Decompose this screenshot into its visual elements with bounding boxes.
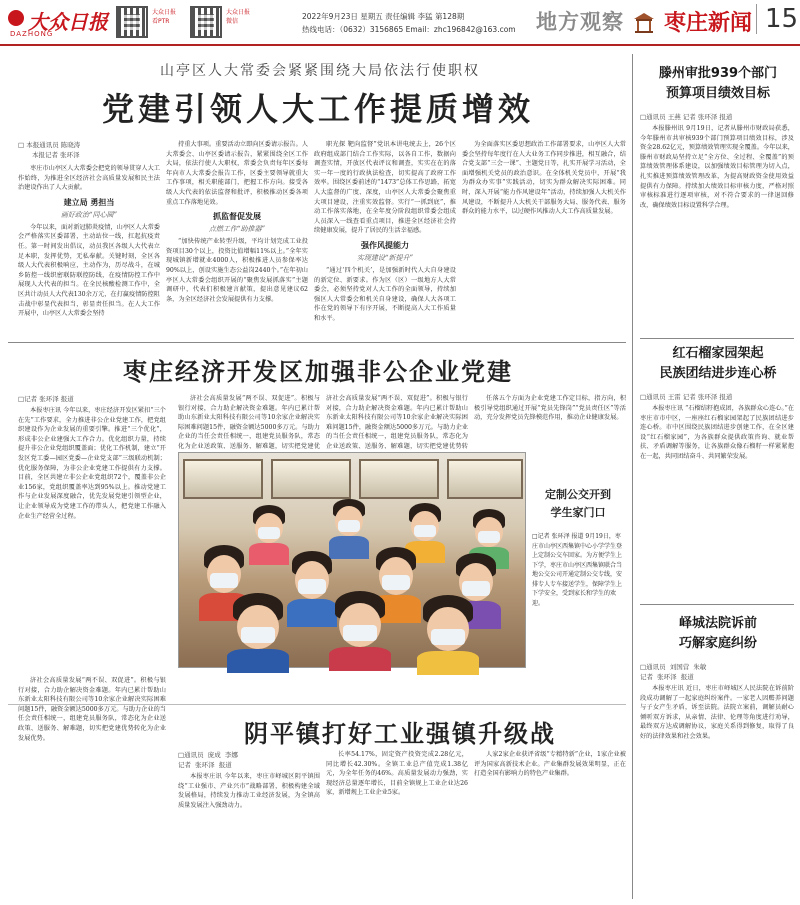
story2-byline: □记者 张环泽 报道 <box>18 395 74 403</box>
issue-date-line: 2022年9月23日 星期五 责任编辑 李猛 第128期 <box>302 12 465 21</box>
bus-window <box>447 459 523 499</box>
story3-column-1 <box>178 750 320 898</box>
section-title: 地方观察 <box>536 10 624 34</box>
story1-body-4: 为全面落实区委思想政治工作部署要求，山亭区人大常委会坚持每年度行在人大业务工作同步推进，相互融合，结合党支部“三会一课”、主题党日等，扎实开展学习活动，全面增强机关党员的政治意识。在全体机关党员中，开展“我为群众办实事”实践活动，切实为群众解决实际困难。同时，深入开展“能力作风建设年”活动，持续加强人大机关作风建设，不断提升人大机关干部服务大局、服务代表、服务群众的能力水平，以过硬作风推动人大工作高质量发展。 <box>462 141 626 216</box>
story3-column-3 <box>474 750 626 898</box>
story1-body-2b: “加快传统产业转型升级，平均计划完成工业投资项目30个以上，投资比值增幅11%以上。”全年实现城镇新增就业4000人，积极推进人员参保率达90%以上，创设实施生态公益岗2440个。”在年初山亭区人大常委会组织开展的“聚焦发展抓落实”主题调研中，代表们积极建言献策，提出意见建议62条，为全区经济社会发展提供有力支撑。 <box>166 238 308 303</box>
story3-body-1: 本报枣庄讯 今年以来，枣庄市峄城区阴平镇围绕“工业强市、产业兴市”战略部署，积极构建全域发展格局，持续发力推动工业经济发展，为全镇高质量发展注入强劲动力。 <box>178 773 320 809</box>
student-figure <box>329 499 369 559</box>
right-story2-headline-line-2: 民族团结进步连心桥 <box>659 366 777 381</box>
bus-window <box>183 459 263 499</box>
story3-column-2 <box>326 750 468 898</box>
story2-body-1: 本报枣庄讯 今年以来，枣庄经济开发区紧扣“三个在先”工作要求，全力推进非公企业党建工作，把党组织建设作为企业发展的重要引擎。推进“三个优化”，形成非公企业建强大工作合力。优化组织力量，持续提升非公企业党组织覆盖面；优化工作机制，建立“开发区党工委—园区党委—企业党支部”三级联动机制；优化服务保障，为非公企业党建工作提供有力支撑。目前，全区共建立非公企业党组织72个，覆盖非公企业156家，党组织覆盖率达到95%以上。推动党建工作与企业发展深度融合，优先发展党建引领型企业，让企业领导成为党建工作的带头人，把党建工作融入企业生产经营全过程。 <box>18 407 166 520</box>
story1-headline: 党建引领人大工作提质增效 <box>101 90 534 128</box>
story2-headline: 枣庄经济开发区加强非公企业党建 <box>123 358 513 386</box>
qr-code-icon <box>116 6 148 38</box>
qr-label-2: 大众日报 微信 <box>226 9 251 25</box>
story3-body-3: 人家2家企业获评省级“专精特新”企业，1家企业被评为国家高新技术企业。产业集群发展效果明显，正在打造全国有影响力的特色产业集群。 <box>474 751 626 778</box>
section-divider <box>8 342 626 343</box>
student-figure <box>227 593 289 673</box>
right-story3-headline-line-1: 峄城法院诉前 <box>678 616 757 631</box>
right-story3-headline-line-2: 巧解家庭纠纷 <box>678 636 757 651</box>
photo-caption-title-line-2: 学生家门口 <box>550 506 606 519</box>
story2-column-2 <box>178 394 320 448</box>
right-story2-body: 本报枣庄讯 “石榴结籽抱成团，各族群众心连心。”在枣庄市市中区，一座座红石榴家园架起了民族团结进步连心桥。市中区围绕民族团结进步创建工作，在全区建设“红石榴家园”，为各族群众提供政策咨询、就业帮扶、矛盾调解等服务，让各族群众像石榴籽一样紧紧抱在一起，共同团结奋斗、共同繁荣发展。 <box>640 405 794 460</box>
right-story1-headline-line-1: 滕州审批939个部门 <box>658 66 778 81</box>
right-story2-byline: □通讯员 王雷 记者 张环泽 报道 <box>640 393 733 401</box>
right-story1-byline: □通讯员 王燕 记者 张环泽 报道 <box>640 113 733 121</box>
right-story1-headline <box>640 64 796 104</box>
newspaper-logo <box>8 6 108 40</box>
student-figure <box>287 551 337 627</box>
qr-code-icon <box>190 6 222 38</box>
right-story2 <box>640 392 794 600</box>
story1-byline-2: 本报记者 张环泽 <box>32 151 80 159</box>
story1-subhead-2b: 点燃工作“助推器” <box>208 225 266 234</box>
right-story1-body: 本报滕州讯 9月19日，记者从滕州市财政局获悉，今年滕州市共审核939个部门预算项目绩效目标，涉及资金28.62亿元，预算绩效管理实现全覆盖。今年以来，滕州市财政局坚持立足“全方位、全过程、全覆盖”的预算绩效管理体系建设，以加强绩效目标管理为切入点，扎实推进预算绩效管理改革，为提高财政资金使用效益提供有力保障。持续加大绩效目标审核力度，严格对照审核标准进行逐项审核，对不符合要求的一律退回修改，确保绩效目标设置科学合理。 <box>640 125 794 209</box>
issue-info <box>302 10 516 36</box>
story1-body-3: 职光探 靶向监督”党讯本讲电统去上，26个区政府组成部门结合工作实际，以各自工作，数据向调查实情，开放区代表评议和调查，实实在在的落实一年一度的行政执法检查，切实提高了政府工作效率。围绕区委前述的“1473”总体工作思路，拓宽人大监督的广度、深度，山亭区人大常委会聚焦重大项目建设，注重实效监督。实行“一抓到底”，推动工作落实落地，在全年度分阶段组织常委会组成人员深入一线查看重点项目，推进全区经济社会持续健康发展，提升了居民的生活幸福感。 <box>314 141 456 235</box>
section-subtitle: 枣庄新闻 <box>664 11 753 36</box>
qr-label-1: 大众日报 看PTR <box>152 9 177 25</box>
masthead <box>0 0 800 46</box>
news-photo-students-on-bus <box>178 452 526 668</box>
right-story2-headline <box>640 344 796 384</box>
bus-window <box>359 459 439 499</box>
story1-body-1: 今年以来，面对新冠肺炎疫情，山亭区人大常委会严格落实区委部署，主动站位一线，扛起抗疫责任。第一时间发出倡议，动员我区各级人大代表立足本职，发挥优势，无私奉献。关键时刻，全区各级人大代表积极响应，主动作为，历尽战斗，在城乡防控一线织密联防联控防线，在疫情防控工作中展现人大代表的担当。在全民核酸检测工作中，全区共计动员人大代表130余万元，在打赢疫情防控阻击战中彰显代表担当，彰显责任担当。在人大工作开展中，山亭区人大常委会坚持 <box>18 223 160 318</box>
story1-column-1 <box>18 140 160 340</box>
section-divider <box>640 604 794 605</box>
pavilion-icon <box>632 10 656 34</box>
story1-column-3 <box>314 140 456 340</box>
story2-continued: 济社会高质量发展“两不误、双促进”。积极与银行对接，合力助企解决资金难题。年内已累计帮助山东新业太阳科技有限公司等10余家企业解决实际困难问题15件，融资金额达5000多万元。与助力企业的当任会责任相统一，组建党员服务队，常态化为企业送政策、送服务、解难题，切实把党建优势转化为企业发展优势。 <box>18 677 166 742</box>
right-story3-byline: □通讯员 刘国营 朱敏 记者 张环泽 报道 <box>640 663 707 681</box>
story1-subhead-2: 抓监督促发展 <box>213 211 261 222</box>
story2-column-4 <box>474 394 626 448</box>
logo-subtext: DAZHONG <box>10 30 54 38</box>
bus-window <box>271 459 351 499</box>
story1-byline-1: □ 本报通讯员 陈晓涛 <box>18 141 81 149</box>
story1-subhead-1: 建立局 勇担当 <box>63 196 115 207</box>
right-story3-body: 本报枣庄讯 近日，枣庄市峄城区人民法院在诉前阶段成功调解了一起家庭纠纷案件。一家老人因赡养问题与子女产生矛盾，诉至法院。法院立案前，调解员耐心倾听双方诉求，从亲情、法律、伦理等角度进行劝导，最终双方达成调解协议，家庭关系得到修复，取得了良好的法律效果和社会效果。 <box>640 685 794 740</box>
story1-lede: 枣庄市山亭区人大常委会把党的领导贯穿人大工作始终，为推进全区经济社会高质量发展和民主法治建设作出了人大贡献。 <box>18 165 160 192</box>
student-figure <box>329 591 391 671</box>
story2-body-3: 任落五个方面为企业党建工作定目标，指方向，积极引导党组织通过开展“党员先锋岗”“党员责任区”等活动，充分发挥党员先锋模范作用，推动企业健康发展。 <box>474 395 626 422</box>
logo-text: 大众日报 <box>28 10 108 34</box>
story1-column-2 <box>166 140 308 340</box>
story1-subhead-3: 强作风提能力 <box>361 239 409 250</box>
photo-caption-title-line-1: 定制公交开到 <box>545 488 611 501</box>
photo-caption: □记者 张环泽 报道 9月19日，枣庄市山亭区西集镇中心小学学生登上定制公交车回家。为方便学生上下学，枣庄市山亭区西集镇联合当地公交公司开通定制公交专线，安排专人专车接送学生，保障学生上下学安全，受到家长和学生的欢迎。 <box>532 533 623 607</box>
right-story2-headline-line-1: 红石榴家园架起 <box>672 346 764 361</box>
story1-subhead-1b: 画好政治“同心圆” <box>60 210 118 219</box>
story2-column-3 <box>326 394 468 448</box>
photo-caption-title <box>532 486 624 522</box>
story3-column-0 <box>18 676 166 898</box>
section-divider <box>640 338 794 339</box>
story2-column-1 <box>18 394 166 700</box>
student-figure <box>417 595 479 675</box>
right-story1 <box>640 112 794 334</box>
issue-contact-line: 热线电话：（0632）3156865 Email：zhc196842@163.com <box>302 25 516 34</box>
logo-emblem-icon <box>8 10 24 26</box>
story1-column-4 <box>462 140 626 340</box>
story3-body-2: 长率54.17%，固定资产投资完成2.28亿元，同比增长42.30%。全镇工业总产值完成1.38亿元，为全年任务的46%。高质量发展动力强劲，实现经济总量逐年增长，目前全镇规上工业企业达26家，新增规上工业企业5家。 <box>326 751 468 797</box>
story1-body-3b: “通过‘四个机关’，是加强新时代人大自身建设的新定位、新要求。作为区（区）一级地方人大常委会，必须坚持党对人大工作的全面领导，持续加强区人大常委会和机关自身建设，确保人大各项工作在党的领导下有序开展，不断提高人大工作质量和水平。 <box>314 266 456 322</box>
right-story1-headline-line-2: 预算项目绩效目标 <box>665 86 770 101</box>
story2-body-2b: 济社会高质量发展“两不误、双促进”。积极与银行对接，合力助企解决资金难题。年内已累计帮助山东新业太阳科技有限公司等10余家企业解决实际困难问题15件，融资金额达5000多万元。与助力企业的当任会责任相统一，组建党员服务队，常态化为企业送政策、送服务、解难题，切实把党建优势转 <box>326 395 468 450</box>
page-number: 15 <box>756 4 798 34</box>
story2-body-2: 济社会高质量发展“两不误、双促进”。积极与银行对接，合力助企解决资金难题。年内已累计帮助山东新业太阳科技有限公司等10余家企业解决实际困难问题15件，融资金额达5000多万元。与助力企业的当任会责任相统一，组建党员服务队，常态化为企业送政策、送服务、解难题，切实把党建优 <box>178 395 320 450</box>
story1-subhead-3b: 实现建设“新提升” <box>356 253 414 262</box>
student-figure <box>249 505 289 565</box>
story1-kicker: 山亭区人大常委会紧紧围绕大局依法行使职权 <box>160 63 480 79</box>
story3-byline: □通讯员 庞成 李娜 记者 张环泽 报道 <box>178 751 238 769</box>
right-story3-headline <box>640 614 796 654</box>
column-divider <box>632 54 633 899</box>
right-story3 <box>640 662 794 898</box>
story3-headline: 阴平镇打好工业强镇升级战 <box>244 720 556 748</box>
story1-body-2: 持重大事项。重要活动立即向区委请示报告。人大常委会、山亭区委请示报告，紧紧围绕全区工作大局，依法行使人大职权，常委会负责每年区委每年向市人大常委会报告工作，区委主要领导就重大工作事项，相关职能部门，把握工作方向。接受各级人大代表的依法监督和批评，积极推动区委各项重点工作落地见效。 <box>166 141 308 206</box>
